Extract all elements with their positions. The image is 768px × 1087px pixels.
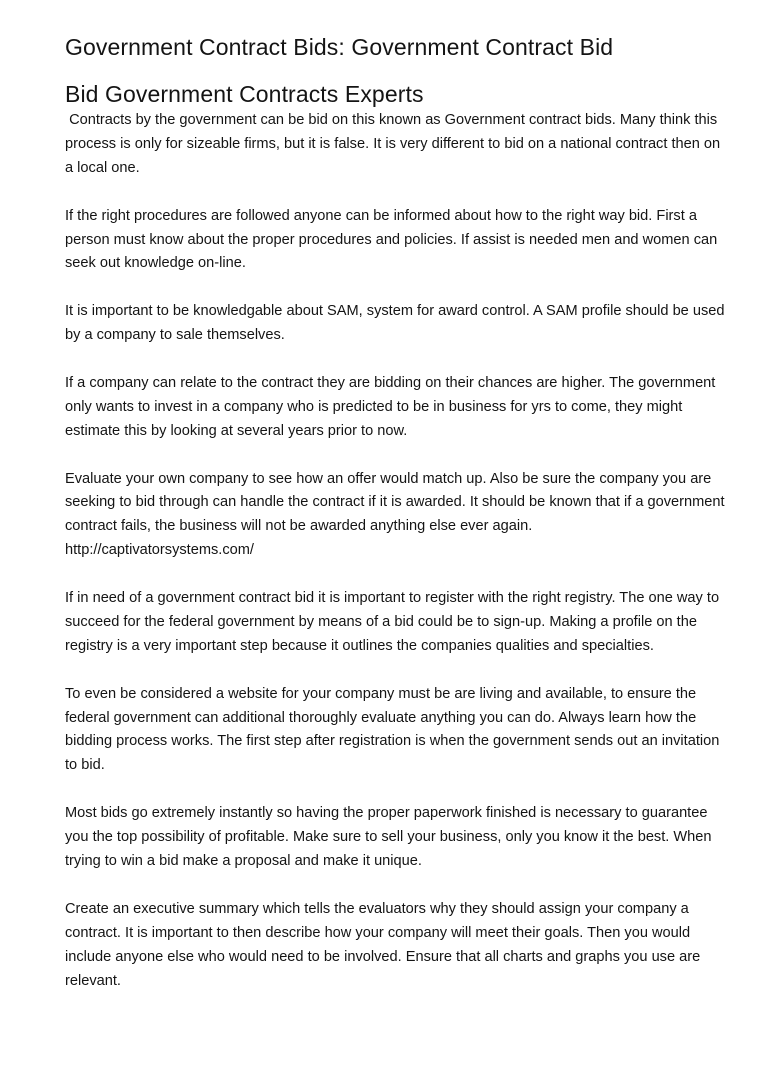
document-title: Government Contract Bids: Government Contract Bid	[65, 34, 614, 60]
paragraph: If the right procedures are followed anyone can be informed about how to the right way bid. First a person must know about the proper procedures and policies. If assist is needed men and women can seek out knowledge on-line.	[65, 207, 718, 272]
document-subtitle: Bid Government Contracts Experts	[65, 81, 424, 107]
paragraph: Evaluate your own company to see how an offer would match up. Also be sure the company you are seeking to bid through can handle the contract if it is awarded. It should be known that if a government contract fails, the business will not be awarded anything else ever again. http://captivatorsystems.com/	[65, 470, 725, 559]
paragraph: Create an executive summary which tells the evaluators why they should assign your company a contract. It is important to then describe how your company will meet their goals. Then you would include anyone else who would need to be involved. Ensure that all charts and graphs you use are relevant.	[65, 900, 701, 989]
paragraph: It is important to be knowledgable about SAM, system for award control. A SAM profile should be used by a company to sale themselves.	[65, 303, 725, 344]
paragraph: To even be considered a website for your company must be are living and available, to ensure the federal government can additional thoroughly evaluate anything you can do. Always learn how the bidding process works. The first step after registration is when the government sends out an invitation to bid.	[65, 685, 720, 774]
paragraph: Most bids go extremely instantly so having the proper paperwork finished is necessary to guarantee you the top possibility of profitable. Make sure to sell your business, only you know it the best. When trying to win a bid make a proposal and make it unique.	[65, 805, 712, 869]
paragraph: If in need of a government contract bid it is important to register with the right registry. The one way to succeed for the federal government by means of a bid could be to sign-up. Making a profile on the registry is a very important step because it outlines the companies qualities and specialties.	[65, 590, 720, 654]
paragraph: If a company can relate to the contract they are bidding on their chances are higher. The government only wants to invest in a company who is predicted to be in business for yrs to come, they might estimate this by looking at several years prior to now.	[65, 374, 716, 439]
document-body	[65, 109, 725, 1017]
paragraph: Contracts by the government can be bid on this known as Government contract bids. Many think this process is only for sizeable firms, but it is false. It is very different to bid on a national contract then on a local one.	[65, 112, 725, 176]
